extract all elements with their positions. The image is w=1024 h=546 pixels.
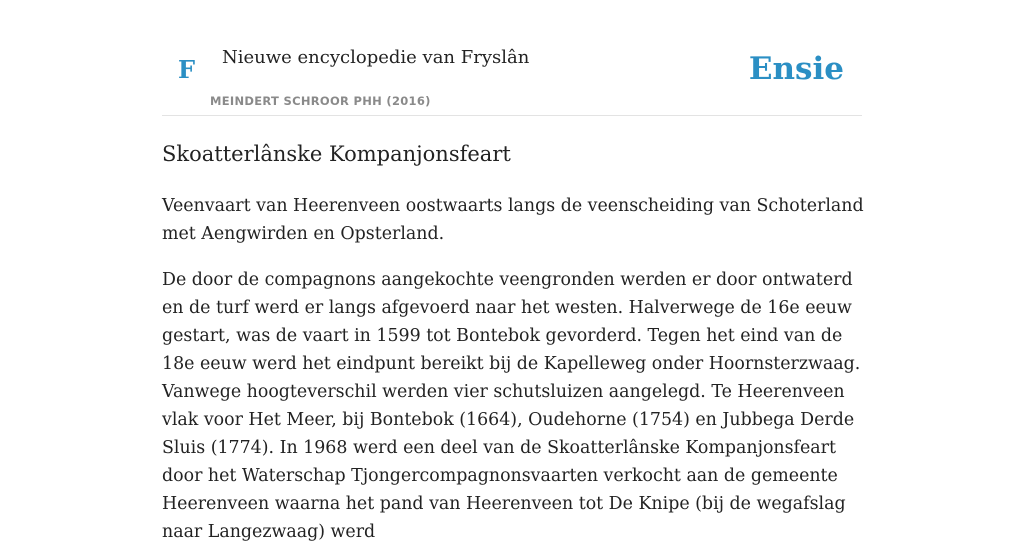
entry-title: Skoatterlânske Kompanjonsfeart (162, 142, 511, 166)
book-logo[interactable]: F (178, 55, 196, 84)
header (162, 0, 862, 116)
book-author: MEINDERT SCHROOR PHH (2016) (210, 94, 431, 108)
entry-paragraph-2: De door de compagnons aangekochte veengronden werden er door ontwaterd en de turf werd er langs afgevoerd naar het westen. Halverwege de 16e eeuw gestart, was de vaart in 1599 tot Bontebok gevorderd. Tegen het eind van de 18e eeuw werd het eindpunt bereikt bij de Kapelleweg onder Hoornsterzwaag. Vanwege hoogteverschil werden vier schutsluizen aangelegd. Te Heerenveen vlak voor Het Meer, bij Bontebok (1664), Oudehorne (1754) en Jubbega Derde Sluis (1774). In 1968 werd een deel van de Skoatterlânske Kompanjonsfeart door het Waterschap Tjongercompagnonsvaarten verkocht aan de gemeente Heerenveen waarna het pand van Heerenveen tot De Knipe (bij de wegafslag naar Langezwaag) werd (162, 270, 861, 542)
site-logo[interactable]: Ensie (748, 51, 844, 87)
entry-content (162, 138, 864, 546)
book-title[interactable]: Nieuwe encyclopedie van Fryslân (222, 47, 530, 68)
entry-paragraph-1: Veenvaart van Heerenveen oostwaarts langs de veenscheiding van Schoterland met Aengwirden en Opsterland. (162, 196, 864, 244)
